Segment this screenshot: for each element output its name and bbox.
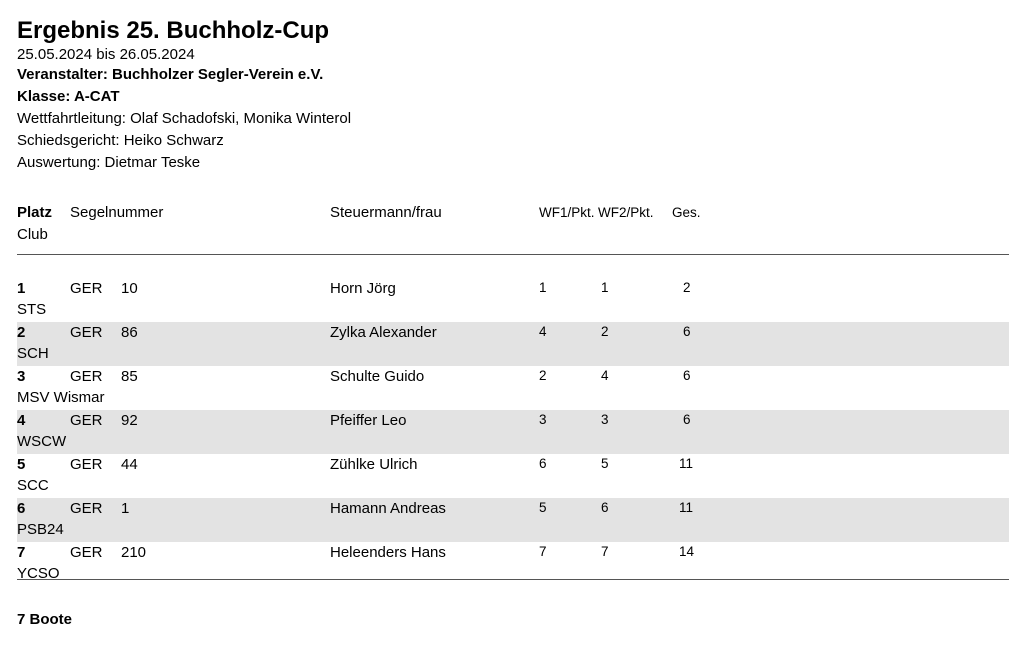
sail-number: 44 (121, 456, 138, 473)
column-header-total: Ges. (672, 205, 701, 220)
sail-number: 86 (121, 324, 138, 341)
sail-number: 92 (121, 412, 138, 429)
document-title: Ergebnis 25. Buchholz-Cup (17, 17, 330, 44)
organizer: Veranstalter: Buchholzer Segler-Verein e.V. (17, 66, 324, 83)
place: 2 (17, 324, 26, 341)
results-table (17, 278, 1009, 586)
nation: GER (70, 544, 103, 561)
race-management: Wettfahrtleitung: Olaf Schadofski, Monika Winterol (17, 110, 352, 127)
total-points: 14 (679, 544, 695, 559)
column-header-helm: Steuermann/frau (330, 204, 442, 221)
race-2-points: 2 (601, 324, 609, 339)
total-points: 11 (679, 500, 694, 515)
table-row (17, 498, 1009, 542)
sail-number: 210 (121, 544, 147, 561)
place: 3 (17, 368, 26, 385)
place: 4 (17, 412, 26, 429)
nation: GER (70, 324, 103, 341)
race-1-points: 1 (539, 280, 547, 295)
helm-name: Zylka Alexander (330, 324, 437, 341)
sail-number: 10 (121, 280, 138, 297)
nation: GER (70, 280, 103, 297)
table-row (17, 322, 1009, 366)
total-points: 2 (683, 280, 691, 295)
place: 1 (17, 280, 26, 297)
race-2-points: 5 (601, 456, 609, 471)
boat-class: Klasse: A-CAT (17, 88, 120, 105)
club: STS (17, 301, 47, 318)
club: WSCW (17, 433, 67, 450)
place: 7 (17, 544, 26, 561)
nation: GER (70, 500, 103, 517)
helm-name: Hamann Andreas (330, 500, 446, 517)
column-header-place: Platz (17, 204, 53, 221)
nation: GER (70, 368, 103, 385)
race-1-points: 3 (539, 412, 547, 427)
sail-number: 85 (121, 368, 138, 385)
table-header (17, 202, 1009, 250)
race-2-points: 7 (601, 544, 609, 559)
total-points: 6 (683, 368, 691, 383)
race-1-points: 7 (539, 544, 547, 559)
column-header-race-2: WF2/Pkt. (598, 205, 654, 220)
race-2-points: 3 (601, 412, 609, 427)
column-header-sail-number: Segelnummer (70, 204, 164, 221)
race-2-points: 4 (601, 368, 609, 383)
table-row (17, 366, 1009, 410)
total-points: 6 (683, 324, 691, 339)
jury: Schiedsgericht: Heiko Schwarz (17, 132, 224, 149)
sail-number: 1 (121, 500, 130, 517)
nation: GER (70, 456, 103, 473)
club: SCC (17, 477, 49, 494)
race-1-points: 6 (539, 456, 547, 471)
table-bottom-divider (17, 579, 1009, 580)
table-row (17, 278, 1009, 322)
club: SCH (17, 345, 49, 362)
column-header-race-1: WF1/Pkt. (539, 205, 595, 220)
race-1-points: 4 (539, 324, 547, 339)
race-1-points: 2 (539, 368, 547, 383)
table-row (17, 410, 1009, 454)
club: YCSO (17, 565, 60, 582)
helm-name: Zühlke Ulrich (330, 456, 418, 473)
place: 5 (17, 456, 26, 473)
column-header-club: Club (17, 226, 48, 243)
date-range: 25.05.2024 bis 26.05.2024 (17, 46, 195, 63)
club: PSB24 (17, 521, 64, 538)
total-points: 6 (683, 412, 691, 427)
helm-name: Schulte Guido (330, 368, 425, 385)
results-document (17, 16, 1009, 628)
race-2-points: 1 (601, 280, 609, 295)
place: 6 (17, 500, 26, 517)
nation: GER (70, 412, 103, 429)
total-points: 11 (679, 456, 694, 471)
race-1-points: 5 (539, 500, 547, 515)
boat-count: 7 Boote (17, 611, 73, 628)
table-row (17, 454, 1009, 498)
race-2-points: 6 (601, 500, 609, 515)
helm-name: Pfeiffer Leo (330, 412, 407, 429)
helm-name: Horn Jörg (330, 280, 396, 297)
header-divider (17, 254, 1009, 255)
scoring: Auswertung: Dietmar Teske (17, 154, 201, 171)
helm-name: Heleenders Hans (330, 544, 446, 561)
club: MSV Wismar (17, 389, 105, 406)
